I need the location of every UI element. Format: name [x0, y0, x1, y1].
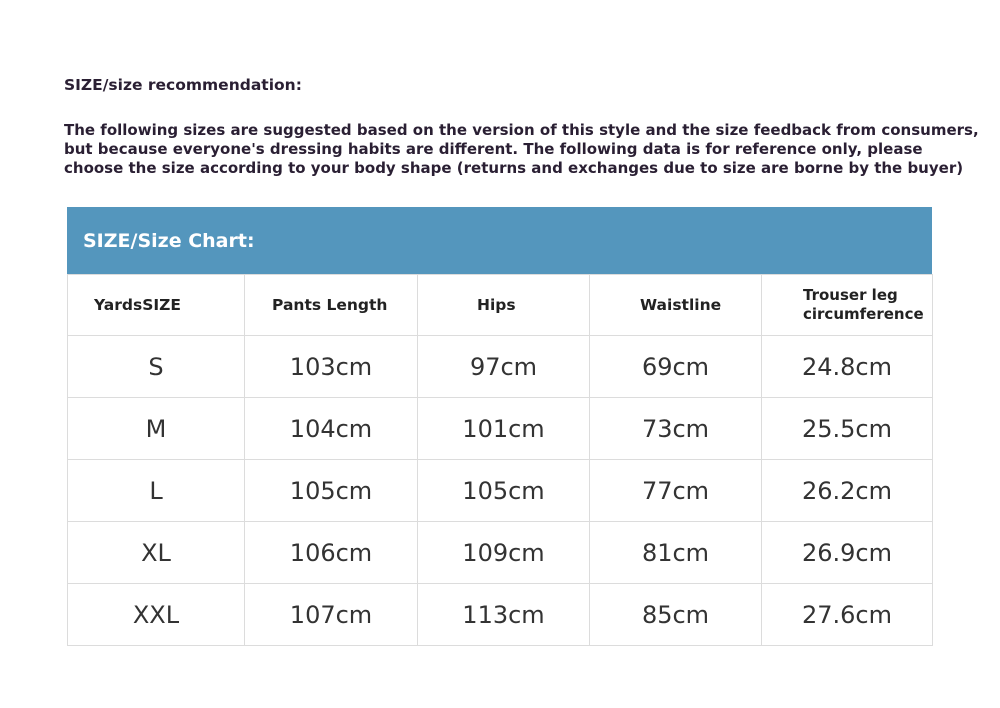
size-chart-banner	[67, 207, 932, 274]
pants-length-cell: 104cm	[245, 398, 418, 460]
trouser-leg-cell: 26.2cm	[762, 460, 933, 522]
size-cell: L	[68, 460, 245, 522]
header-size: YardsSIZE	[68, 275, 245, 336]
trouser-leg-cell: 24.8cm	[762, 336, 933, 398]
size-cell: S	[68, 336, 245, 398]
waistline-cell: 85cm	[590, 584, 762, 646]
pants-length-cell: 103cm	[245, 336, 418, 398]
header-pants-length: Pants Length	[245, 275, 418, 336]
trouser-leg-cell: 27.6cm	[762, 584, 933, 646]
waistline-cell: 69cm	[590, 336, 762, 398]
page-heading: SIZE/size recommendation:	[64, 76, 302, 94]
pants-length-cell: 107cm	[245, 584, 418, 646]
intro-paragraph	[64, 121, 979, 178]
pants-length-cell: 105cm	[245, 460, 418, 522]
table-row	[68, 460, 933, 522]
trouser-leg-cell: 25.5cm	[762, 398, 933, 460]
size-table	[67, 274, 933, 646]
intro-line: but because everyone's dressing habits are different. The following data is for reference only, please	[64, 140, 923, 158]
size-chart-panel	[67, 207, 932, 646]
table-header-row	[68, 275, 933, 336]
size-cell: XXL	[68, 584, 245, 646]
size-cell: XL	[68, 522, 245, 584]
hips-cell: 109cm	[418, 522, 590, 584]
size-chart-title: SIZE/Size Chart:	[83, 229, 255, 252]
waistline-cell: 77cm	[590, 460, 762, 522]
header-waistline: Waistline	[590, 275, 762, 336]
hips-cell: 113cm	[418, 584, 590, 646]
waistline-cell: 73cm	[590, 398, 762, 460]
size-cell: M	[68, 398, 245, 460]
hips-cell: 105cm	[418, 460, 590, 522]
table-row	[68, 522, 933, 584]
waistline-cell: 81cm	[590, 522, 762, 584]
pants-length-cell: 106cm	[245, 522, 418, 584]
intro-line: choose the size according to your body shape (returns and exchanges due to size are borne by the buyer)	[64, 159, 964, 177]
header-hips: Hips	[418, 275, 590, 336]
trouser-leg-cell: 26.9cm	[762, 522, 933, 584]
hips-cell: 101cm	[418, 398, 590, 460]
table-row	[68, 398, 933, 460]
hips-cell: 97cm	[418, 336, 590, 398]
table-row	[68, 336, 933, 398]
header-trouser-leg: Trouser leg circumference	[762, 275, 933, 336]
table-row	[68, 584, 933, 646]
intro-line: The following sizes are suggested based on the version of this style and the size feedback from consumers,	[64, 121, 979, 139]
